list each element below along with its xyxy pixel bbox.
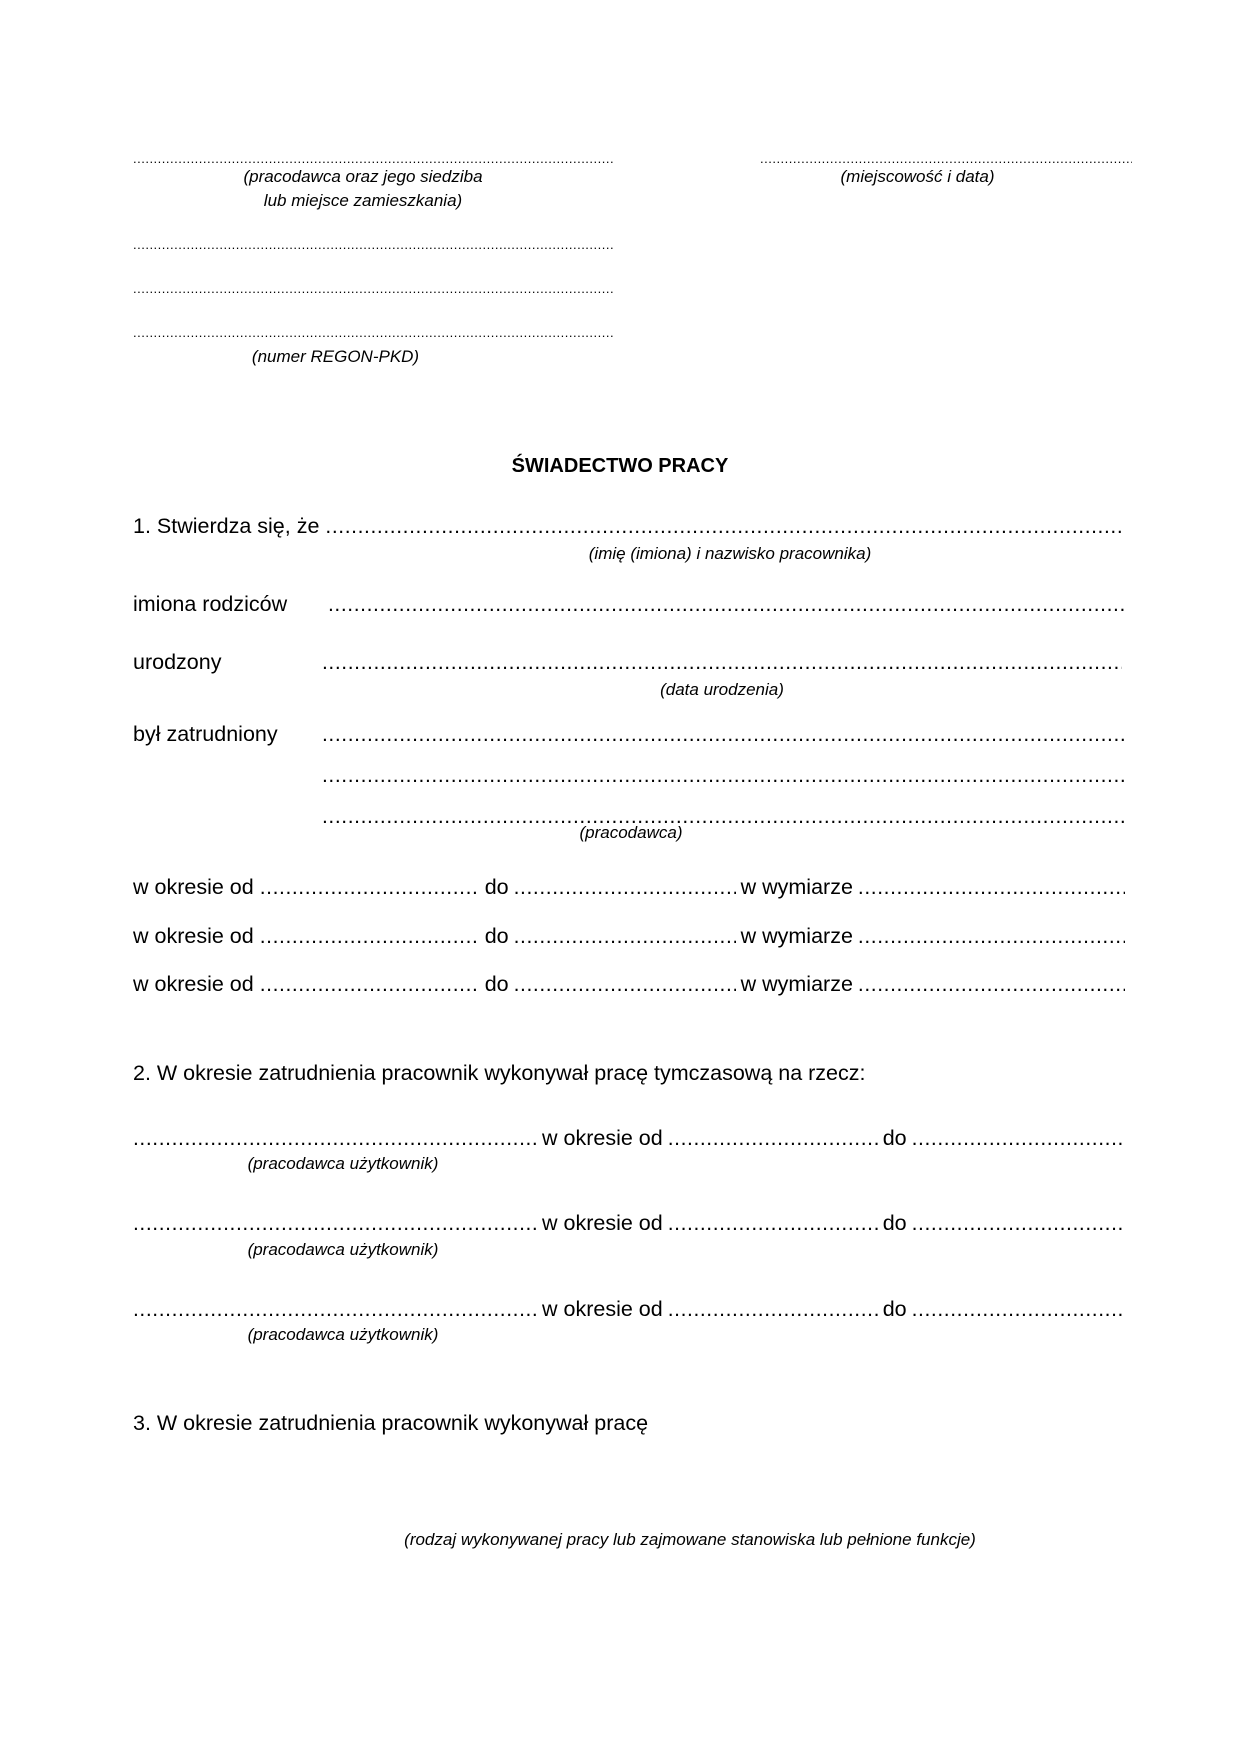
employer-field-line-3[interactable] [133, 282, 613, 295]
born-label: urodzony [133, 650, 222, 674]
employer-caption-line1: (pracodawca oraz jego siedziba [243, 167, 483, 186]
period-from-label: w okresie od [133, 875, 254, 899]
period-row-3 [133, 972, 1125, 997]
place-date-caption: (miejscowość i data) [840, 167, 995, 186]
period-scope-label: w wymiarze [740, 875, 853, 899]
employer-field-line-2[interactable] [133, 238, 613, 251]
period-to-label: do [484, 972, 509, 996]
user-employer-caption: (pracodawca użytkownik) [247, 1240, 439, 1259]
period-from-label: w okresie od [133, 924, 254, 948]
parents-label: imiona rodziców [133, 592, 288, 616]
temp-period-from-field[interactable] [668, 1127, 878, 1151]
temp-period-from-label: w okresie od [542, 1211, 663, 1235]
period-to-field[interactable] [514, 876, 736, 900]
parents-field[interactable] [328, 594, 1126, 615]
temp-period-to-label: do [882, 1211, 907, 1235]
temp-period-from-field[interactable] [668, 1212, 878, 1236]
work-type-caption: (rodzaj wykonywanej pracy lub zajmowane stanowiska lub pełnione funkcje) [404, 1530, 976, 1549]
temp-period-to-field[interactable] [912, 1127, 1125, 1151]
period-from-label: w okresie od [133, 972, 254, 996]
section3-lead: 3. W okresie zatrudnienia pracownik wykonywał pracę [133, 1411, 649, 1435]
user-employer-field[interactable] [133, 1298, 537, 1322]
temp-period-from-label: w okresie od [542, 1297, 663, 1321]
temp-period-from-field[interactable] [668, 1298, 878, 1322]
employer-caption-line2: lub miejsce zamieszkania) [263, 191, 463, 210]
temp-period-to-field[interactable] [912, 1298, 1125, 1322]
temp-period-to-label: do [882, 1126, 907, 1150]
period-scope-field[interactable] [858, 973, 1125, 997]
employer-detail-field-1[interactable] [322, 724, 1128, 745]
regon-field[interactable] [133, 326, 613, 339]
period-scope-label: w wymiarze [740, 972, 853, 996]
period-scope-field[interactable] [858, 925, 1125, 949]
employer-field-line-1[interactable] [133, 152, 613, 165]
temp-work-row-2 [133, 1211, 1125, 1236]
user-employer-caption: (pracodawca użytkownik) [247, 1325, 439, 1344]
employee-name-caption: (imię (imiona) i nazwisko pracownika) [588, 544, 872, 563]
period-from-field[interactable] [254, 973, 480, 997]
period-row-1 [133, 875, 1125, 900]
period-to-field[interactable] [514, 973, 736, 997]
birthdate-caption: (data urodzenia) [660, 680, 784, 699]
employer-detail-field-2[interactable] [322, 765, 1128, 786]
period-to-label: do [484, 875, 509, 899]
period-row-2 [133, 924, 1125, 949]
period-to-label: do [484, 924, 509, 948]
period-scope-field[interactable] [858, 876, 1125, 900]
temp-work-row-1 [133, 1126, 1125, 1151]
user-employer-field[interactable] [133, 1127, 537, 1151]
temp-period-to-field[interactable] [912, 1212, 1125, 1236]
temp-period-from-label: w okresie od [542, 1126, 663, 1150]
work-type-field[interactable] [133, 1470, 1125, 1520]
document-title: ŚWIADECTWO PRACY [511, 455, 729, 477]
period-to-field[interactable] [514, 925, 736, 949]
user-employer-caption: (pracodawca użytkownik) [247, 1154, 439, 1173]
period-from-field[interactable] [254, 925, 480, 949]
regon-caption: (numer REGON-PKD) [251, 347, 420, 366]
period-from-field[interactable] [254, 876, 480, 900]
period-scope-label: w wymiarze [740, 924, 853, 948]
section2-lead: 2. W okresie zatrudnienia pracownik wykonywał pracę tymczasową na rzecz: [133, 1061, 866, 1085]
temp-work-row-3 [133, 1297, 1125, 1322]
employee-name-field[interactable] [325, 515, 1125, 539]
section1-lead: 1. Stwierdza się, że [133, 514, 320, 538]
temp-period-to-label: do [882, 1297, 907, 1321]
employed-label: był zatrudniony [133, 722, 278, 746]
employer-caption: (pracodawca) [579, 823, 683, 842]
place-date-field[interactable] [760, 152, 1132, 165]
employee-name-row [133, 514, 1125, 539]
user-employer-field[interactable] [133, 1212, 537, 1236]
birthdate-field[interactable] [322, 652, 1122, 673]
